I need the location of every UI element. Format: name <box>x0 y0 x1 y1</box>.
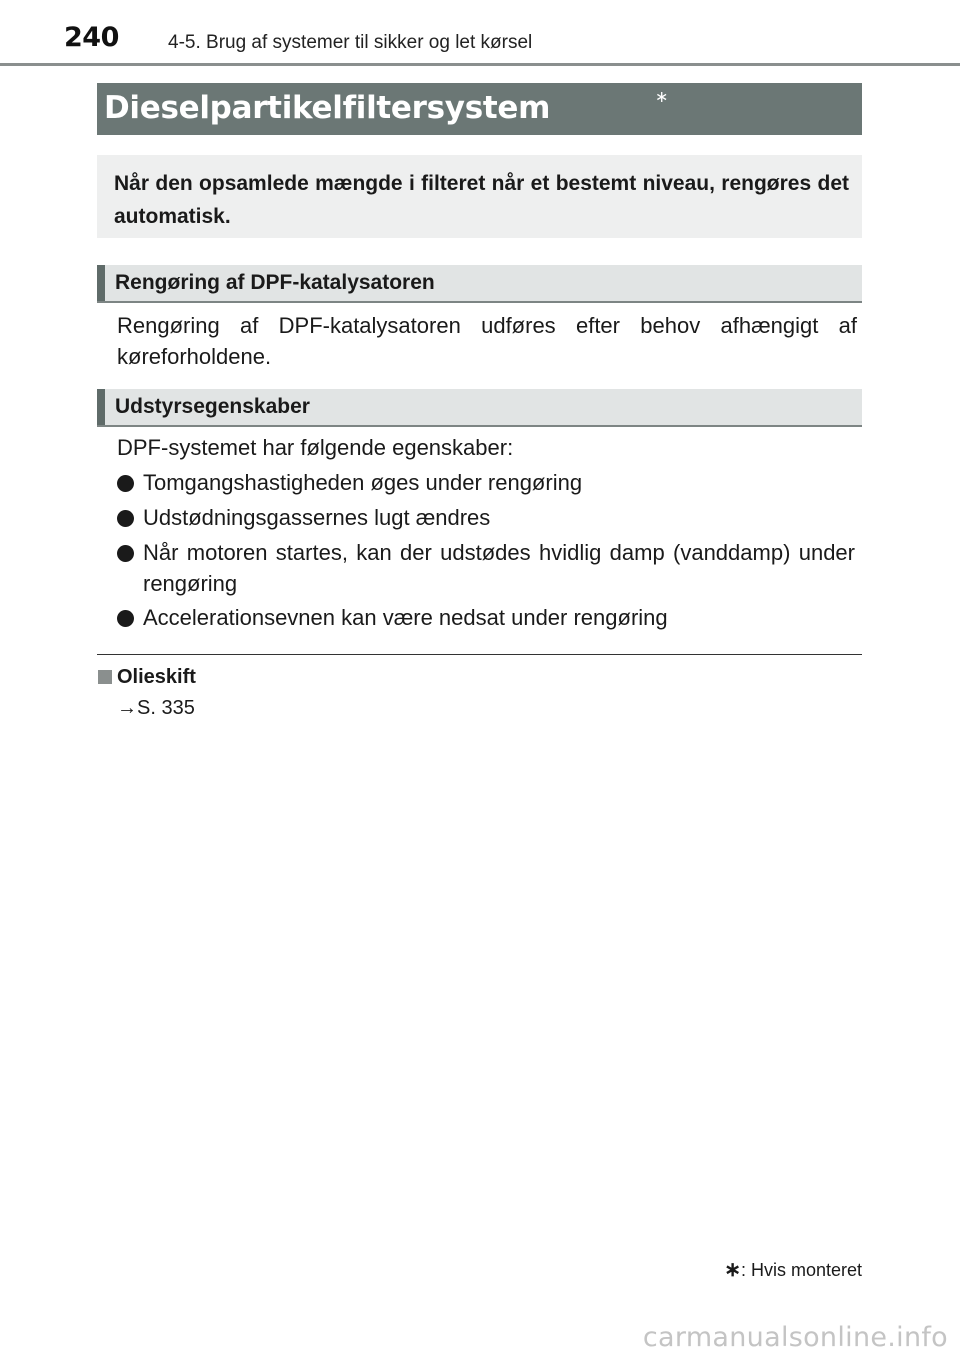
header-divider <box>0 63 960 66</box>
list-item-text: Udstødningsgassernes lugt ændres <box>143 505 491 530</box>
intro-text: Når den opsamlede mængde i filteret når et bestemt niveau, rengøres det automatisk. <box>114 172 849 228</box>
page-number: 240 <box>64 22 119 53</box>
footnote <box>724 1257 862 1282</box>
bullet-icon <box>117 475 134 492</box>
bullet-icon <box>117 610 134 627</box>
page-reference-link[interactable]: →S. 335 <box>117 697 195 719</box>
content-divider <box>97 654 862 655</box>
list-item-text: Når motoren startes, kan der udstødes hvidlig damp (vanddamp) under rengøring <box>143 540 855 596</box>
intro-box <box>97 155 862 238</box>
note-heading: Olieskift <box>117 666 196 688</box>
section-accent-bar <box>97 389 105 425</box>
list-item-text: Tomgangshastigheden øges under rengøring <box>143 470 583 495</box>
section-title: Udstyrsegenskaber <box>115 395 310 418</box>
footnote-text: : Hvis monteret <box>740 1260 862 1280</box>
list-item-text: Accelerationsevnen kan være nedsat under rengøring <box>143 605 668 630</box>
section-header-equipment-properties <box>97 389 862 427</box>
section-body-equipment-properties: DPF-systemet har følgende egenskaber: <box>117 435 514 460</box>
title-banner <box>97 83 862 135</box>
optional-equipment-marker: ∗ <box>655 89 669 106</box>
section-title: Rengøring af DPF-katalysatoren <box>115 271 435 294</box>
square-bullet-icon <box>98 670 112 684</box>
asterisk-icon: ∗ <box>724 1259 741 1281</box>
section-accent-bar <box>97 265 105 301</box>
section-header-dpf-cleaning <box>97 265 862 303</box>
page-title: Dieselpartikelfiltersystem <box>104 90 551 126</box>
bullet-icon <box>117 545 134 562</box>
bullet-icon <box>117 510 134 527</box>
breadcrumb: 4-5. Brug af systemer til sikker og let kørsel <box>168 32 533 53</box>
watermark: carmanualsonline.info <box>642 1322 948 1353</box>
section-body-dpf-cleaning: Rengøring af DPF-katalysatoren udføres efter behov afhængigt af køreforholdene. <box>117 313 857 369</box>
page-header <box>0 0 960 68</box>
